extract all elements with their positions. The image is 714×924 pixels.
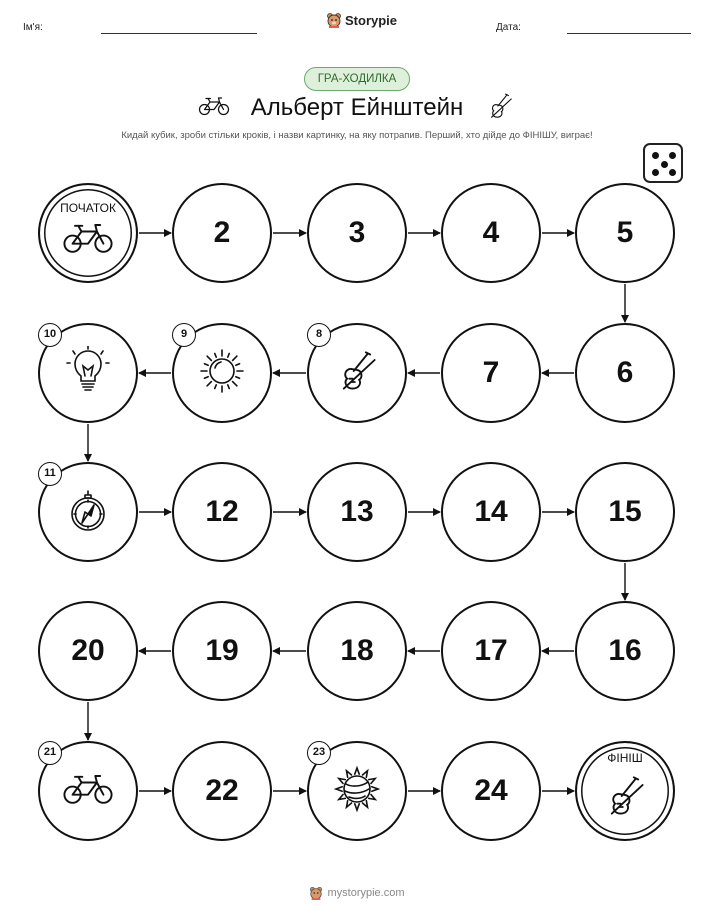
instructions: Кидай кубик, зроби стільки кроків, і назви картинку, на яку потрапив. Перший, хто дійде до ФІНІШУ, виграє! xyxy=(121,130,593,141)
board-square-5 xyxy=(575,183,675,283)
square-number: 13 xyxy=(340,495,374,528)
board-square-19 xyxy=(172,601,272,701)
board-square-16 xyxy=(575,601,675,701)
square-number: 5 xyxy=(616,216,634,249)
square-number: 7 xyxy=(482,356,500,389)
board-square-13 xyxy=(307,462,407,562)
compass-icon xyxy=(66,485,110,540)
square-number: 17 xyxy=(474,634,508,667)
page-title: Альберт Ейнштейн xyxy=(250,94,464,121)
board-square-21 xyxy=(38,741,138,841)
square-number: 3 xyxy=(348,216,366,249)
start-label: ПОЧАТОК xyxy=(60,200,116,215)
board-square-17 xyxy=(441,601,541,701)
board-square-22 xyxy=(172,741,272,841)
square-number: 24 xyxy=(474,774,508,807)
square-number-badge: 11 xyxy=(38,462,62,486)
square-number: 15 xyxy=(608,495,642,528)
sun-icon xyxy=(197,346,247,401)
board-square-10 xyxy=(38,323,138,423)
square-number: 2 xyxy=(213,216,231,249)
game-type-badge: ГРА-ХОДИЛКА xyxy=(304,67,410,91)
board-square-14 xyxy=(441,462,541,562)
date-label: Дата: xyxy=(496,22,521,33)
square-number: 18 xyxy=(340,634,374,667)
square-number: 14 xyxy=(474,495,508,528)
square-number: 22 xyxy=(205,774,239,807)
square-number: 20 xyxy=(71,634,105,667)
board-square-9 xyxy=(172,323,272,423)
square-number: 12 xyxy=(205,495,239,528)
square-number: 4 xyxy=(482,216,500,249)
board-square-20 xyxy=(38,601,138,701)
board-square-24 xyxy=(441,741,541,841)
board-square-25 xyxy=(575,741,675,841)
lightbulb-icon xyxy=(65,346,111,401)
board-square-12 xyxy=(172,462,272,562)
violin-icon xyxy=(335,346,379,401)
bicycle-icon xyxy=(62,772,114,811)
planet-icon xyxy=(332,764,382,819)
bicycle-icon xyxy=(62,221,114,260)
board-square-18 xyxy=(307,601,407,701)
footer xyxy=(0,886,714,900)
square-number: 6 xyxy=(616,356,634,389)
brand-name: Storypie xyxy=(345,12,398,28)
finish-label: ФІНІШ xyxy=(607,750,643,765)
board-square-6 xyxy=(575,323,675,423)
board-square-3 xyxy=(307,183,407,283)
board-square-2 xyxy=(172,183,272,283)
violin-icon xyxy=(603,771,647,826)
board-square-15 xyxy=(575,462,675,562)
board-square-7 xyxy=(441,323,541,423)
board-square-23 xyxy=(307,741,407,841)
board-square-11 xyxy=(38,462,138,562)
board-square-1 xyxy=(38,183,138,283)
board-square-4 xyxy=(441,183,541,283)
board-square-8 xyxy=(307,323,407,423)
square-number-badge: 21 xyxy=(38,741,62,765)
name-label: Ім'я: xyxy=(23,22,43,33)
square-number-badge: 10 xyxy=(38,323,62,347)
square-number-badge: 8 xyxy=(307,323,331,347)
square-number: 19 xyxy=(205,634,239,667)
bear-icon xyxy=(309,886,323,900)
square-number: 16 xyxy=(608,634,642,667)
square-number-badge: 9 xyxy=(172,323,196,347)
square-number-badge: 23 xyxy=(307,741,331,765)
footer-url[interactable]: mystorypie.com xyxy=(327,887,405,899)
